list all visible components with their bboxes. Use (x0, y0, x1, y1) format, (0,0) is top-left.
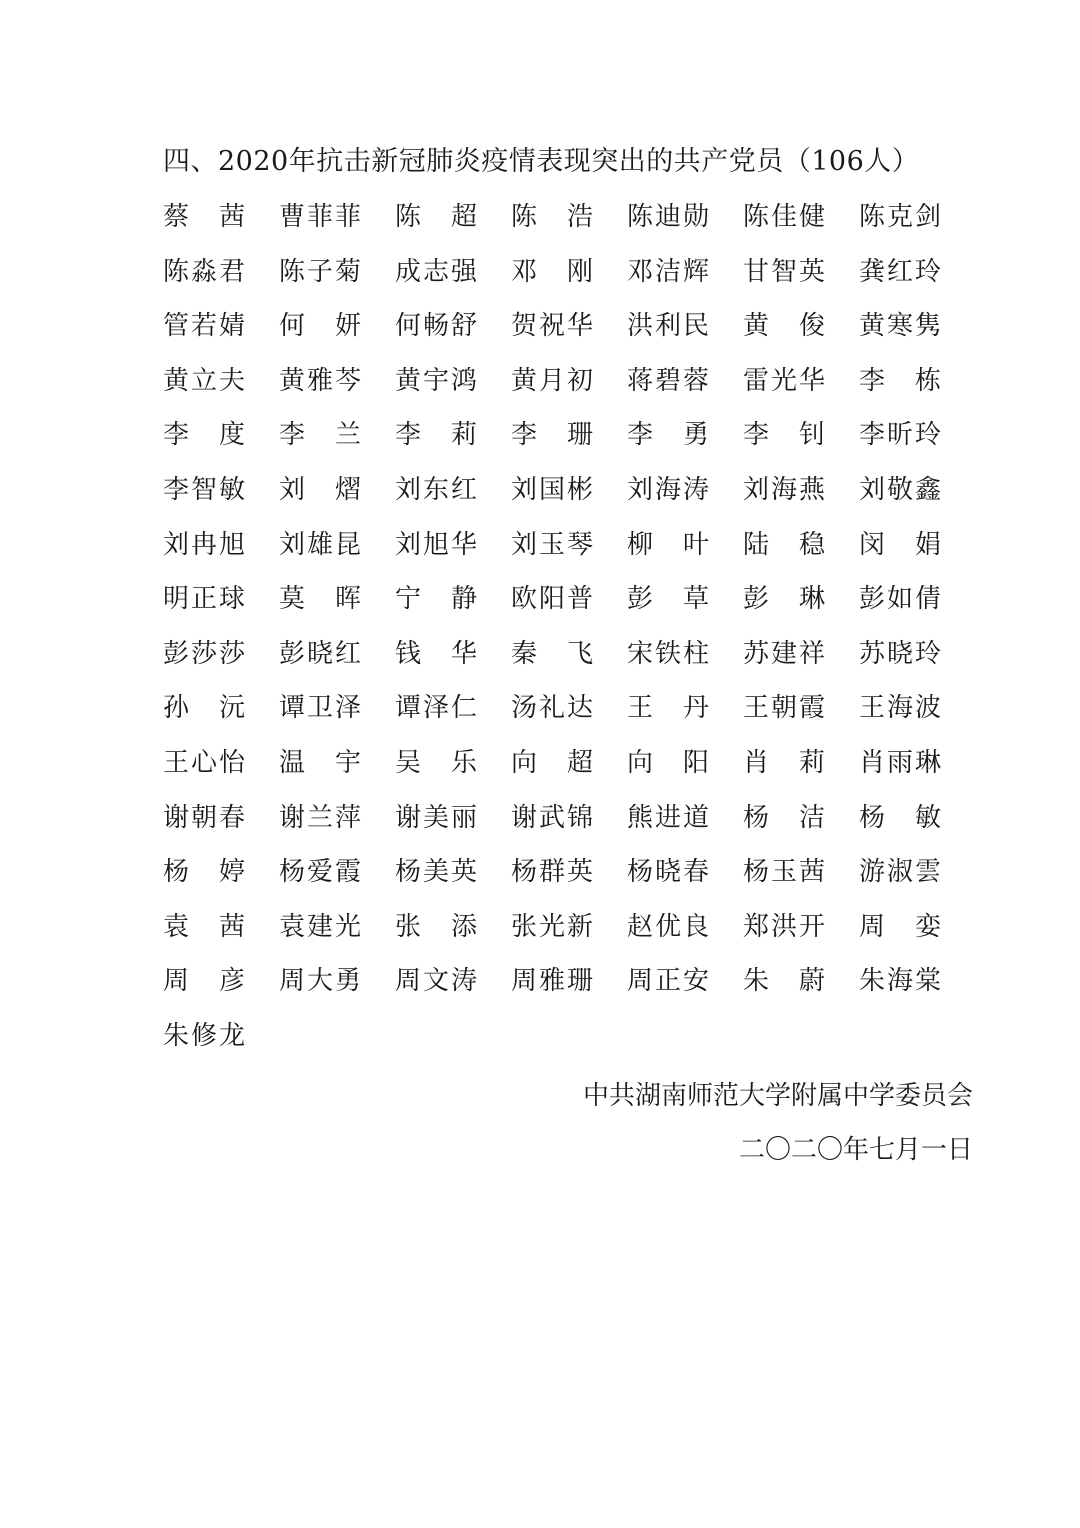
name-entry: 谭 卫 泽 (279, 693, 361, 724)
name-entry: 刘 玉 琴 (511, 529, 593, 560)
name-entry: 杨 婷 (163, 857, 245, 888)
name-entry: 莫 晖 (279, 584, 361, 615)
name-entry: 肖 莉 (743, 747, 825, 778)
name-entry: 周 大 勇 (279, 966, 361, 997)
name-entry: 陈 子 菊 (279, 256, 361, 287)
name-entry: 苏 晓 玲 (859, 638, 941, 669)
name-entry: 王 海 波 (859, 693, 941, 724)
name-entry: 蒋 碧 蓉 (627, 365, 709, 396)
name-entry: 黄 雅 芩 (279, 365, 361, 396)
name-entry: 钱 华 (395, 638, 477, 669)
name-entry: 王 心 怡 (163, 747, 245, 778)
name-entry: 秦 飞 (511, 638, 593, 669)
section-heading: 四、2020年抗击新冠肺炎疫情表现突出的共产党员（106人） (163, 146, 920, 177)
name-entry: 明 正 球 (163, 584, 245, 615)
name-entry: 向 阳 (627, 747, 709, 778)
name-entry: 黄 寒 隽 (859, 311, 941, 342)
name-entry: 李 勇 (627, 420, 709, 451)
name-entry: 赵 优 良 (627, 911, 709, 942)
name-entry: 朱 修 龙 (163, 1020, 245, 1051)
name-entry: 谢 朝 春 (163, 802, 245, 833)
name-entry: 杨 洁 (743, 802, 825, 833)
name-entry: 彭 如 倩 (859, 584, 941, 615)
name-entry: 彭 琳 (743, 584, 825, 615)
name-entry: 袁 茜 (163, 911, 245, 942)
name-entry: 成 志 强 (395, 256, 477, 287)
name-entry: 陈 佳 健 (743, 202, 825, 232)
name-entry: 彭 晓 红 (279, 638, 361, 669)
name-entry: 谢 武 锦 (511, 802, 593, 833)
name-entry: 黄 月 初 (511, 365, 593, 396)
name-entry: 陈 克 剑 (859, 202, 941, 232)
name-entry: 邓 洁 辉 (627, 256, 709, 287)
name-entry: 温 宇 (279, 747, 361, 778)
signature-block (583, 1069, 973, 1177)
name-entry: 谢 兰 萍 (279, 802, 361, 833)
name-entry: 熊 进 道 (627, 802, 709, 833)
name-entry: 贺 祝 华 (511, 311, 593, 342)
name-entry: 周 娈 (859, 911, 941, 942)
name-entry: 杨 美 英 (395, 857, 477, 888)
name-entry: 周 正 安 (627, 966, 709, 997)
name-entry: 黄 俊 (743, 311, 825, 342)
name-entry: 黄 宇 鸿 (395, 365, 477, 396)
name-entry: 李 度 (163, 420, 245, 451)
name-entry: 甘 智 英 (743, 256, 825, 287)
name-entry: 陈 迪 勋 (627, 202, 709, 232)
name-entry: 陈 浩 (511, 202, 593, 232)
name-entry: 李 钊 (743, 420, 825, 451)
name-entry: 刘 旭 华 (395, 529, 477, 560)
name-entry: 何 畅 舒 (395, 311, 477, 342)
name-entry: 朱 海 棠 (859, 966, 941, 997)
name-entry: 周 雅 珊 (511, 966, 593, 997)
name-entry: 游 淑 雲 (859, 857, 941, 888)
name-entry: 谭 泽 仁 (395, 693, 477, 724)
name-entry: 杨 群 英 (511, 857, 593, 888)
name-entry: 雷 光 华 (743, 365, 825, 396)
name-entry: 洪 利 民 (627, 311, 709, 342)
name-entry: 刘 敬 鑫 (859, 474, 941, 505)
name-entry: 何 妍 (279, 311, 361, 342)
name-entry: 李 智 敏 (163, 474, 245, 505)
name-entry: 苏 建 祥 (743, 638, 825, 669)
name-entry: 龚 红 玲 (859, 256, 941, 287)
issuing-organization: 中共湖南师范大学附属中学委员会 (582, 1081, 973, 1111)
name-entry: 刘 海 燕 (743, 474, 825, 505)
name-entry: 彭 莎 莎 (163, 638, 245, 669)
name-entry: 谢 美 丽 (395, 802, 477, 833)
name-entry: 朱 蔚 (743, 966, 825, 997)
name-entry: 邓 刚 (511, 256, 593, 287)
name-entry: 周 文 涛 (395, 966, 477, 997)
name-entry: 肖 雨 琳 (859, 747, 941, 778)
name-entry: 郑 洪 开 (743, 911, 825, 942)
name-entry: 刘 国 彬 (511, 474, 593, 505)
name-entry: 曹 菲 菲 (279, 202, 361, 232)
name-list (163, 197, 963, 1071)
name-entry: 李 昕 玲 (859, 420, 941, 451)
name-entry: 袁 建 光 (279, 911, 361, 942)
name-entry: 杨 敏 (859, 802, 941, 833)
name-entry: 陈 淼 君 (163, 256, 245, 287)
name-entry: 宋 铁 柱 (627, 638, 709, 669)
name-entry: 宁 静 (395, 584, 477, 615)
name-entry: 黄 立 夫 (163, 365, 245, 396)
name-entry: 王 丹 (627, 693, 709, 724)
name-entry: 李 珊 (511, 420, 593, 451)
name-entry: 欧 阳 普 (511, 584, 593, 615)
name-entry: 王 朝 霞 (743, 693, 825, 724)
name-entry: 汤 礼 达 (511, 693, 593, 724)
name-entry: 彭 草 (627, 584, 709, 615)
name-entry: 陈 超 (395, 202, 477, 232)
name-entry: 刘 熠 (279, 474, 361, 505)
name-entry: 张 添 (395, 911, 477, 942)
name-entry: 李 栋 (859, 365, 941, 396)
name-entry: 蔡 茜 (163, 202, 245, 232)
name-entry: 孙 沅 (163, 693, 245, 724)
name-entry: 刘 冉 旭 (163, 529, 245, 560)
name-entry: 李 兰 (279, 420, 361, 451)
name-entry: 吴 乐 (395, 747, 477, 778)
name-entry: 陆 稳 (743, 529, 825, 560)
name-entry: 管 若 婧 (163, 311, 245, 342)
name-entry: 向 超 (511, 747, 593, 778)
name-entry: 杨 晓 春 (627, 857, 709, 888)
name-entry: 李 莉 (395, 420, 477, 451)
name-entry: 闵 娟 (859, 529, 941, 560)
name-entry: 张 光 新 (511, 911, 593, 942)
name-entry: 刘 海 涛 (627, 474, 709, 505)
name-entry: 杨 玉 茜 (743, 857, 825, 888)
name-entry: 杨 爱 霞 (279, 857, 361, 888)
name-entry: 柳 叶 (627, 529, 709, 560)
issue-date: 二〇二〇年七月一日 (738, 1135, 973, 1165)
name-entry: 刘 雄 昆 (279, 529, 361, 560)
name-entry: 刘 东 红 (395, 474, 477, 505)
name-entry: 周 彦 (163, 966, 245, 997)
